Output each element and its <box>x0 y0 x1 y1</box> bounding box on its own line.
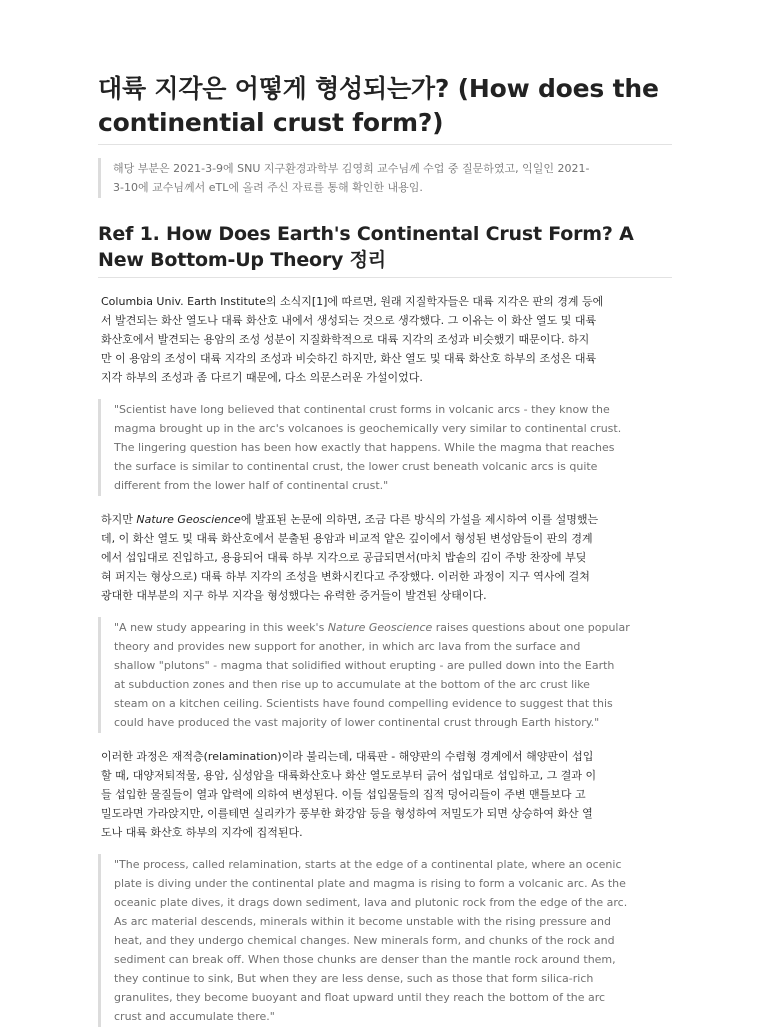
ref1-heading: Ref 1. How Does Earth's Continental Crust Form? A New Bottom-Up Theory 정리 <box>98 223 634 271</box>
title-divider <box>98 144 672 145</box>
paragraph-line: 할 때, 대양저퇴적물, 용암, 심성암을 대륙화산호나 화산 열도로부터 긁어 섭입대로 섭입하고, 그 결과 이 <box>101 769 597 782</box>
quote-text: raises questions about one popular <box>432 621 630 634</box>
page-title: 대륙 지각은 어떻게 형성되는가? (How does the continential crust form?) <box>98 74 659 137</box>
quote-3 <box>98 854 672 1027</box>
quote-line: different from the lower half of continental crust." <box>114 479 389 492</box>
paragraph-line: 서 발견되는 화산 열도나 대륙 화산호 내에서 생성되는 것으로 생각했다. 그 이유는 이 화산 열도 및 대륙 <box>101 314 597 327</box>
paragraph-text: 하지만 <box>101 513 137 526</box>
paragraph-3 <box>98 747 672 842</box>
quote-line: shallow "plutons" - magma that solidified without erupting - are pulled down into the Earth <box>114 659 615 672</box>
quote-line: "The process, called relamination, starts at the edge of a continental plate, where an ocenic <box>114 858 622 871</box>
quote-line: could have produced the vast majority of lower continental crust through Earth history." <box>114 716 600 729</box>
quote-line: plate is diving under the continental plate and magma is rising to form a volcanic arc. As the <box>114 877 626 890</box>
quote-line: heat, and they undergo chemical changes. New minerals form, and chunks of the rock and <box>114 934 615 947</box>
paragraph-line: Columbia Univ. Earth Institute의 소식지[1]에 따르면, 원래 지질학자들은 대륙 지각은 판의 경계 등에 <box>101 295 604 308</box>
paragraph-line: 화산호에서 발견되는 용암의 조성 성분이 지질화학적으로 대륙 지각의 조성과 비슷했기 때문이다. 하지 <box>101 333 590 346</box>
quote-line: As arc material descends, minerals within it become unstable with the rising pressure and <box>114 915 611 928</box>
paragraph-line: 도나 대륙 화산호 하부의 지각에 집적된다. <box>101 826 303 839</box>
paragraph-line: 들 섭입한 물질들이 열과 압력에 의하여 변성된다. 이들 섭입물들의 집적 덩어리들이 주변 맨틀보다 고 <box>101 788 586 801</box>
paragraph-line: 혀 퍼지는 형상으로) 대륙 하부 지각의 조성을 변화시킨다고 주장했다. 이러한 과정이 지구 역사에 걸쳐 <box>101 570 590 583</box>
paragraph-1 <box>98 292 672 387</box>
quote-line: magma brought up in the arc's volcanoes is geochemically very similar to continental crust. <box>114 422 622 435</box>
quote-line: oceanic plate dives, it drags down sediment, lava and plutonic rock from the edge of the arc. <box>114 896 628 909</box>
quote-line: "Scientist have long believed that continental crust forms in volcanic arcs - they know the <box>114 403 610 416</box>
quote-line: steam on a kitchen ceiling. Scientists have found compelling evidence to suggest that this <box>114 697 613 710</box>
paragraph-2 <box>98 510 672 605</box>
quote-line: sediment can break off. When those chunks are denser than the mantle rock around them, <box>114 953 616 966</box>
quote-line: theory and provides new support for another, in which arc lava from the surface and <box>114 640 581 653</box>
quote-1 <box>98 399 672 496</box>
paragraph-line: 이러한 과정은 재적층(relamination)이라 불리는데, 대륙판 - 해양판의 수렴형 경계에서 해양판이 섭입 <box>101 750 594 763</box>
paragraph-line: 만 이 용암의 조성이 대륙 지각의 조성과 비슷하긴 하지만, 화산 열도 및 대륙 화산호 하부의 조성은 대륙 <box>101 352 597 365</box>
journal-name: Nature Geoscience <box>327 621 433 634</box>
quote-2 <box>98 617 672 733</box>
quote-line: they continue to sink, But when they are less dense, such as those that form silica-rich <box>114 972 594 985</box>
paragraph-line: 지각 하부의 조성과 좀 다르기 때문에, 다소 의문스러운 가설이었다. <box>101 371 423 384</box>
quote-line: The lingering question has been how exactly that happens. While the magma that reaches <box>114 441 615 454</box>
quote-line: granulites, they become buoyant and float upward until they reach the bottom of the arc <box>114 991 606 1004</box>
quote-text: "A new study appearing in this week's <box>114 621 328 634</box>
paragraph-text: 에 발표된 논문에 의하면, 조금 다른 방식의 가설을 제시하여 이를 설명했는 <box>240 513 599 526</box>
paragraph-line: 광대한 대부분의 지구 하부 지각을 형성했다는 유력한 증거들이 발견된 상태이다. <box>101 589 487 602</box>
paragraph-line: 데, 이 화산 열도 및 대륙 화산호에서 분출된 용암과 비교적 얕은 깊이에서 형성된 변성암들이 판의 경계 <box>101 532 593 545</box>
paragraph-line <box>98 510 672 529</box>
quote-line: at subduction zones and then rise up to accumulate at the bottom of the arc crust like <box>114 678 590 691</box>
source-note <box>98 158 672 198</box>
quote-line: crust and accumulate there." <box>114 1010 275 1023</box>
ref1-divider <box>98 277 672 278</box>
paragraph-line: 에서 섭입대로 진입하고, 용융되어 대륙 하부 지각으로 공급되면서(마치 밥솥의 김이 주방 찬장에 부딪 <box>101 551 587 564</box>
note-line: 3-10에 교수님께서 eTL에 올려 주신 자료를 통해 확인한 내용임. <box>113 181 423 194</box>
quote-line: the surface is similar to continental crust, the lower crust beneath volcanic arcs is quite <box>114 460 598 473</box>
quote-line <box>114 618 672 637</box>
paragraph-line: 밀도라면 가라앉지만, 이를테면 실리카가 풍부한 화강암 등을 형성하여 저밀도가 되면 상승하여 화산 열 <box>101 807 593 820</box>
journal-name: Nature Geoscience <box>136 513 241 526</box>
note-line: 해당 부분은 2021-3-9에 SNU 지구환경과학부 김영희 교수님께 수업 중 질문하였고, 익일인 2021- <box>113 162 590 175</box>
